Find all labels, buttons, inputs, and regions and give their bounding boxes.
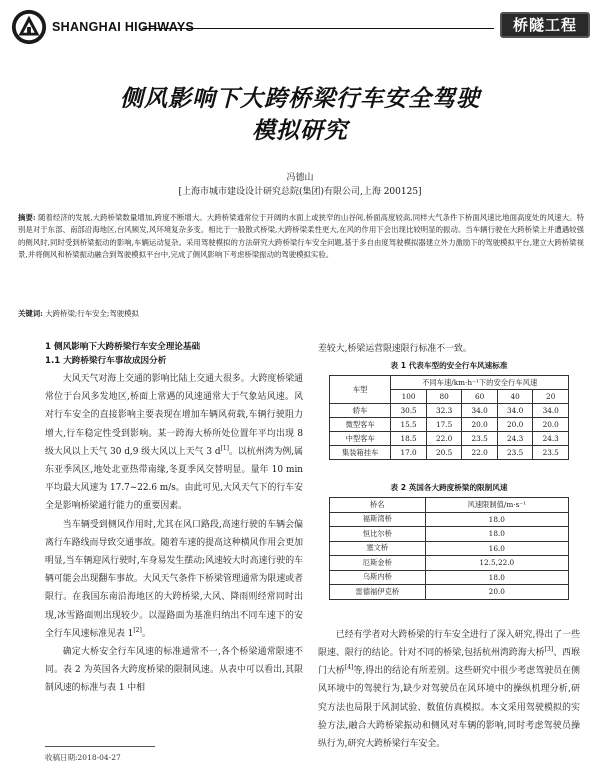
article-title-line-2: 模拟研究 bbox=[252, 118, 348, 144]
table-cell: 34.0 bbox=[462, 404, 498, 418]
table-row bbox=[330, 432, 569, 446]
table-row bbox=[330, 585, 569, 600]
table-row bbox=[330, 404, 569, 418]
table-cell: 18.0 bbox=[425, 570, 568, 585]
table-cell: 17.5 bbox=[426, 418, 462, 432]
author-affiliation: [上海市城市建设设计研究总院(集团)有限公司,上海 200125] bbox=[178, 187, 422, 197]
journal-name: SHANGHAI HIGHWAYS bbox=[52, 20, 195, 34]
bridge-limit-table bbox=[329, 497, 569, 600]
table-row bbox=[330, 541, 569, 556]
journal-logo-icon bbox=[10, 8, 48, 46]
table-cell: 福斯湾桥 bbox=[330, 512, 426, 527]
table-cell: 16.0 bbox=[425, 541, 568, 556]
table-cell: 22.0 bbox=[462, 446, 498, 460]
table-cell: 23.5 bbox=[462, 432, 498, 446]
table-caption: 表 2 英国各大跨度桥梁的限制风速 bbox=[390, 483, 508, 493]
table-cell: 18.5 bbox=[391, 432, 427, 446]
table-header: 不同车速/km·h⁻¹下的安全行车风速 bbox=[391, 376, 569, 390]
table-cell: 20.0 bbox=[425, 585, 568, 600]
citation: [4] bbox=[344, 664, 354, 672]
table-cell: 雷德福伊克桥 bbox=[330, 585, 426, 600]
table-cell: 20.0 bbox=[533, 418, 569, 432]
table-row bbox=[330, 527, 569, 542]
table-row bbox=[330, 556, 569, 571]
keywords bbox=[18, 308, 584, 319]
table-row bbox=[330, 446, 569, 460]
table-cell: 15.5 bbox=[391, 418, 427, 432]
table-cell: 23.5 bbox=[497, 446, 533, 460]
table-row bbox=[330, 512, 569, 527]
table-cell: 轿车 bbox=[330, 404, 391, 418]
table-header: 80 bbox=[426, 390, 462, 404]
paragraph-text: 大风天气对海上交通的影响比陆上交通大很多。大跨度桥梁通常位于台风多发地区,桥面上常遇的风速通常大于气象站风速。风对行车安全的直接影响主要表现在增加车辆风荷载,车辆行驶阻力增大,行车稳定性受到影响。某一跨海大桥所处位置年平均出现 8 级大风以上天气 30 d,9 级大风以上天气 3 d bbox=[45, 374, 303, 457]
body-paragraph: 差较大,桥梁运营限速限行标准不一致。 bbox=[318, 344, 472, 354]
table-header: 20 bbox=[533, 390, 569, 404]
body-paragraph bbox=[45, 370, 303, 516]
right-column bbox=[318, 340, 580, 753]
received-date: 收稿日期:2018-04-27 bbox=[45, 753, 121, 762]
table-cell: 12.5,22.0 bbox=[425, 556, 568, 571]
table-cell: 24.3 bbox=[533, 432, 569, 446]
abstract-label: 摘要: bbox=[18, 213, 36, 222]
table-cell: 塞文桥 bbox=[330, 541, 426, 556]
abstract bbox=[18, 212, 584, 262]
table-header: 桥名 bbox=[330, 498, 426, 513]
author-name: 冯德山 bbox=[286, 173, 314, 183]
left-column bbox=[45, 340, 303, 698]
header-rule bbox=[142, 28, 494, 29]
table-cell: 微型客车 bbox=[330, 418, 391, 432]
paragraph-text: 。以杭州湾为例,属东亚季风区,地处北亚热带南缘,冬夏季风交替明显。量年 10 min 平均最大风速为 17.7~22.6 m/s。由此可见,大风天气下的行车安全是影响桥梁通行能力的重要因素。 bbox=[45, 446, 303, 512]
article-title-line-1: 侧风影响下大跨桥梁行车安全驾驶 bbox=[120, 86, 480, 112]
table-cell: 32.3 bbox=[426, 404, 462, 418]
abstract-text: 随着经济的发展,大跨桥梁数量增加,跨度不断增大。大跨桥梁通常位于开阔的水面上或狭窄的山谷间,桥面高度较高,同样大气条件下桥面风速比地面高度处的风速大。特别是对于东部、南部沿海地区,台风频发,风环境复杂多变。相比于一般散式桥梁,大跨桥梁柔性更大,在风的作用下会出现比较明显的振动。当车辆行驶在大跨桥梁上并遭遇较强的侧风时,同时受到桥梁振动的影响,车辆运动复杂。采用驾驶模拟的方法研究大跨桥梁行车安全问题,基于多自由度驾驶模拟器建立外力激励下的驾驶模拟平台,建立大跨桥梁视景,并将侧风和桥梁振动融合到驾驶模拟平台中,完成了侧风影响下考虑桥梁振动的驾驶模拟实验。 bbox=[18, 213, 585, 260]
table-cell: 乌斯内桥 bbox=[330, 570, 426, 585]
citation: [3] bbox=[544, 645, 554, 653]
keywords-text: 大跨桥梁;行车安全;驾驶模拟 bbox=[45, 309, 139, 318]
table-cell: 18.0 bbox=[425, 512, 568, 527]
paragraph-text: 已经有学者对大跨桥梁的行车安全进行了深入研究,得出了一些限速、限行的结论。针对不同的桥梁,包括杭州湾跨海大桥 bbox=[318, 629, 580, 658]
section-heading: 1 侧风影响下大跨桥梁行车安全理论基础 bbox=[45, 342, 201, 352]
table-row bbox=[330, 570, 569, 585]
table-cell: 17.0 bbox=[391, 446, 427, 460]
journal-header bbox=[0, 0, 600, 48]
table-cell: 中型客车 bbox=[330, 432, 391, 446]
table-cell: 23.5 bbox=[533, 446, 569, 460]
table-cell: 恒比尔桥 bbox=[330, 527, 426, 542]
table-cell: 20.0 bbox=[462, 418, 498, 432]
paragraph-text: 当车辆受到侧风作用时,尤其在风口路段,高速行驶的车辆会偏离行车路线而导致交通事故。随着车速的提高这种横风作用会更加明显,当车辆迎风行驶时,车身易发生摆动;风速较大时高速行驶的车辆可能会出现翻车事故。大风天气条件下桥梁管理通常为限速或者限行。在我国东南沿海地区的大跨桥梁,大风、降雨则经常同时出现,冰雪路面则出现较少。以湿路面为基准归纳出不同车速下的安全行车风速标准见表 1 bbox=[45, 519, 303, 639]
body-paragraph: 确定大桥安全行车风速的标准通常不一,各个桥梁通常限速不同。表 2 为英国各大跨度桥梁的限制风速。从表中可以看出,其限制风速的标准与表 1 中相 bbox=[45, 647, 303, 694]
table-cell: 34.0 bbox=[497, 404, 533, 418]
footnote-rule bbox=[45, 746, 155, 747]
table-cell: 30.5 bbox=[391, 404, 427, 418]
table-cell: 18.0 bbox=[425, 527, 568, 542]
table-row bbox=[330, 418, 569, 432]
subsection-heading: 1.1 大跨桥梁行车事故成因分析 bbox=[45, 356, 167, 366]
paragraph-text: 。 bbox=[141, 628, 151, 639]
table-header: 60 bbox=[462, 390, 498, 404]
paragraph-text: 等,得出的结论有所差别。这些研究中很少考虑驾驶员在侧风环境中的驾驶行为,缺少对驾驶员在风环境中的操纵机理分析,研究方法也局限于风洞试验、数值仿真模拟。本文采用驾驶模拟的实验方法,融合大跨桥梁振动和侧风对车辆的影响,同时考虑驾驶员操纵行为,研究大跨桥梁行车安全。 bbox=[318, 666, 581, 749]
table-header: 车型 bbox=[330, 376, 391, 404]
table-header: 40 bbox=[497, 390, 533, 404]
table-cell: 20.5 bbox=[426, 446, 462, 460]
table-header: 风速限制值/m·s⁻¹ bbox=[425, 498, 568, 513]
section-badge: 桥隧工程 bbox=[500, 12, 590, 38]
table-cell: 集装箱挂车 bbox=[330, 446, 391, 460]
table-cell: 24.3 bbox=[497, 432, 533, 446]
table-cell: 22.0 bbox=[426, 432, 462, 446]
keywords-label: 关键词: bbox=[18, 309, 43, 318]
table-cell: 20.0 bbox=[497, 418, 533, 432]
citation: [2] bbox=[133, 626, 142, 634]
body-paragraph bbox=[318, 626, 580, 753]
table-caption: 表 1 代表车型的安全行车风速标准 bbox=[390, 361, 508, 371]
table-header: 100 bbox=[391, 390, 427, 404]
table-cell: 34.0 bbox=[533, 404, 569, 418]
table-cell: 厄斯金桥 bbox=[330, 556, 426, 571]
body-paragraph bbox=[45, 516, 303, 643]
citation: [1] bbox=[220, 444, 229, 452]
wind-speed-table bbox=[329, 375, 569, 460]
paragraph-text: 、西堠门大桥 bbox=[318, 647, 580, 677]
